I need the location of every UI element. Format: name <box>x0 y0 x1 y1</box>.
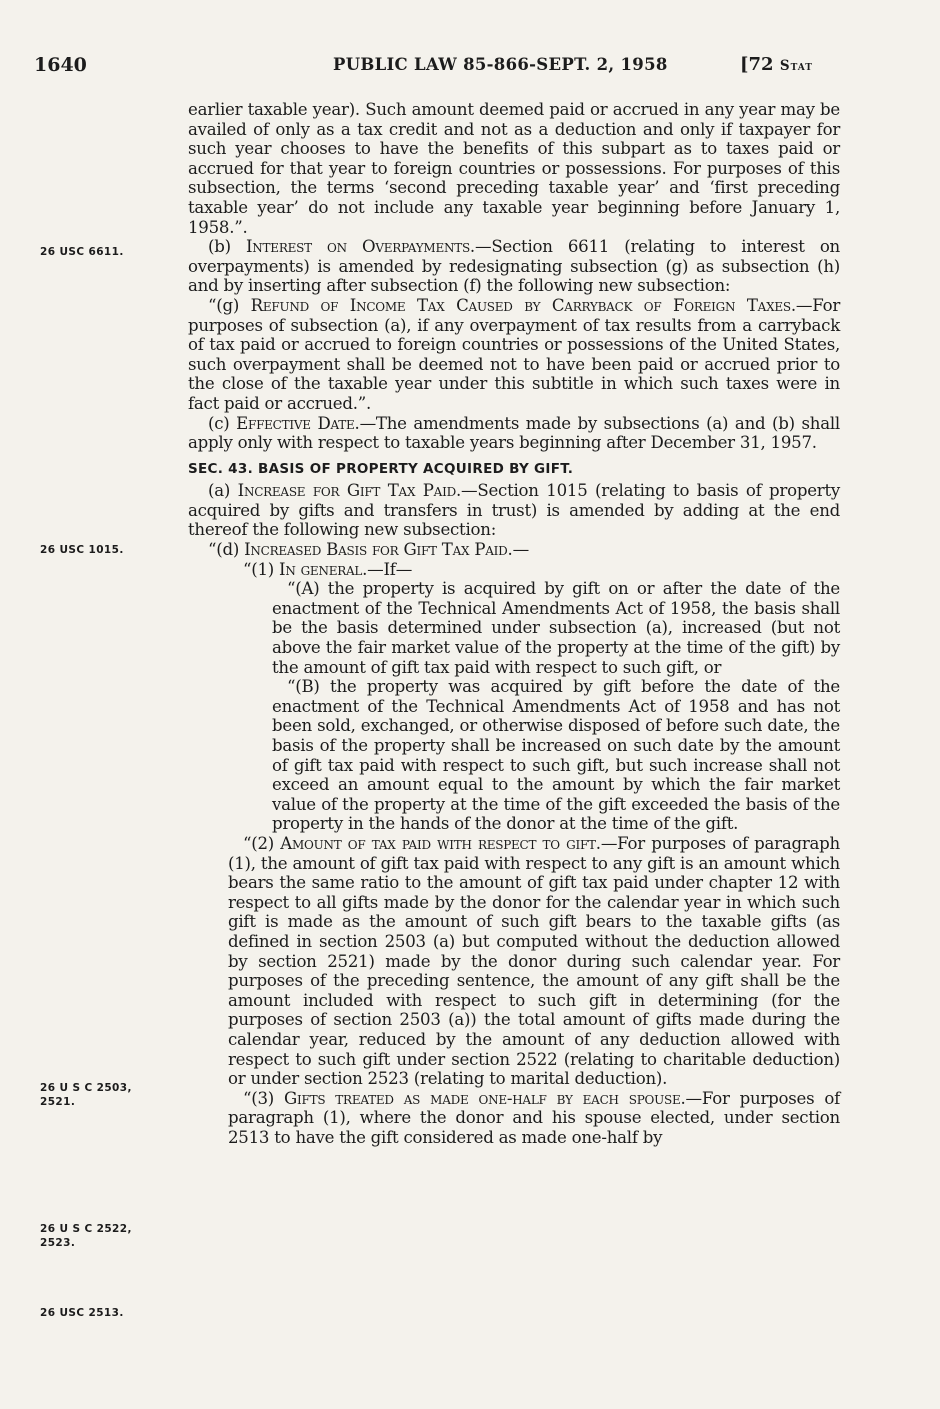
paragraph-gifts-one-half <box>188 1089 840 1148</box>
margin-note-2503: 26 U S C 2503, 2521. <box>40 1082 132 1108</box>
statute-abbrev: Stat <box>779 58 813 74</box>
para-lead: (c) <box>208 413 237 433</box>
paragraph-effective-date <box>188 414 840 453</box>
page-number: 1640 <box>34 54 87 76</box>
para-lead: (b) <box>208 237 246 257</box>
para-body: —If— <box>367 559 413 579</box>
statute-volume: [72 <box>740 54 780 75</box>
para-heading: Interest on Overpayments. <box>246 237 475 257</box>
running-title: PUBLIC LAW 85-866-SEPT. 2, 1958 <box>333 55 668 74</box>
paragraph-refund-income-tax <box>188 296 840 414</box>
para-heading: Gifts treated as made one-half by each spouse. <box>284 1088 686 1108</box>
para-body: —Section 1015 (relating to basis of property acquired by gifts and transfers in trust) is amended by adding at the end thereof the following new subsection: <box>188 481 840 540</box>
statute-reference <box>740 54 813 75</box>
para-body: —For purposes of paragraph (1), the amount of gift tax paid with respect to any gift is an amount which bears the same ratio to the amount of gift tax paid under chapter 12 with respect to all gifts made by the donor for the calendar year in which such gift is made as the amount of such gift bears to the taxable gifts (as defined in section 2503 (a) but computed without the deduction allowed by section 2521) made by the donor during such calendar year. For purposes of the preceding sentence, the amount of any gift shall be the amount included with respect to such gift in determining (for the purposes of section 2503 (a)) the total amount of gifts made during the calendar year, reduced by the amount of any deduction allowed with respect to such gift under section 2522 (relating to charitable deduction) or under section 2523 (relating to marital deduction). <box>228 833 840 1089</box>
para-lead: (a) <box>208 481 238 501</box>
paragraph-increased-basis <box>188 540 840 560</box>
para-body: —For purposes of subsection (a), if any overpayment of tax results from a carryback of tax paid or accrued to foreign countries or possessions of the United States, such overpayment shall be deemed not to have been paid or accrued prior to the close of the taxable year under this subtitle in which such taxes were in fact paid or accrued.”. <box>188 295 840 413</box>
para-lead: “(2) <box>243 833 281 853</box>
para-body: —Section 6611 (relating to interest on overpayments) is amended by redesignating subsection (g) as subsection (h) and by inserting after subsection (f) the following new subsection: <box>188 237 840 296</box>
body-text <box>188 100 840 1147</box>
para-lead: “(g) <box>208 295 251 315</box>
subparagraph-b: “(B) the property was acquired by gift before the date of the enactment of the Technical Amendments Act of 1958 and has not been sold, exchanged, or otherwise disposed of before such date, the basis of the property shall be increased on such date by the amount of gift tax paid with respect to such gift, but such increase shall not exceed an amount equal to the amount by which the fair market value of the property at the time of the gift exceeded the basis of the property in the hands of the donor at the time of the gift. <box>272 677 840 834</box>
para-body: —For purposes of paragraph (1), where the donor and his spouse elected, under section 2513 to have the gift considered as made one-half by <box>228 1088 840 1147</box>
paragraph-increase-gift-tax <box>188 481 840 540</box>
paragraph-in-general <box>188 560 840 580</box>
margin-note-1015: 26 USC 1015. <box>40 544 124 556</box>
para-heading: Increased Basis for Gift Tax Paid. <box>244 540 513 560</box>
para-heading: Amount of tax paid with respect to gift. <box>280 833 601 853</box>
margin-note-2513: 26 USC 2513. <box>40 1307 124 1319</box>
para-lead: “(1) <box>243 559 280 579</box>
paragraph-interest-on-overpayments <box>188 237 840 296</box>
margin-note-6611: 26 USC 6611. <box>40 246 124 258</box>
para-body: —The amendments made by subsections (a) and (b) shall apply only with respect to taxable years beginning after December 31, 1957. <box>188 413 840 453</box>
para-heading: Effective Date. <box>236 413 360 433</box>
paragraph-amount-of-tax <box>188 834 840 1089</box>
para-lead: “(d) <box>208 540 245 560</box>
para-heading: Refund of Income Tax Caused by Carryback of Foreign Taxes. <box>250 295 796 315</box>
para-heading: In general. <box>279 559 368 579</box>
paragraph-continuation: earlier taxable year). Such amount deemed paid or accrued in any year may be availed of only as a tax credit and not as a deduction and only if taxpayer for such year chooses to have the benefits of this subpart as to taxes paid or accrued for that year to foreign countries or possessions. For purposes of this subsection, the terms ‘second preceding taxable year’ and ‘first preceding taxable year’ do not include any taxable year beginning before January 1, 1958.”. <box>188 100 840 237</box>
margin-note-2522: 26 U S C 2522, 2523. <box>40 1223 132 1249</box>
para-lead: “(3) <box>243 1088 284 1108</box>
subparagraph-a: “(A) the property is acquired by gift on or after the date of the enactment of the Technical Amendments Act of 1958, the basis shall be the basis determined under subsection (a), increased (but not above the fair market value of the property at the time of the gift) by the amount of gift tax paid with respect to such gift, or <box>272 579 840 677</box>
para-heading: Increase for Gift Tax Paid. <box>237 481 461 501</box>
page-header <box>0 50 940 90</box>
para-body: — <box>512 540 529 560</box>
section-heading: SEC. 43. BASIS OF PROPERTY ACQUIRED BY GIFT. <box>188 460 574 477</box>
